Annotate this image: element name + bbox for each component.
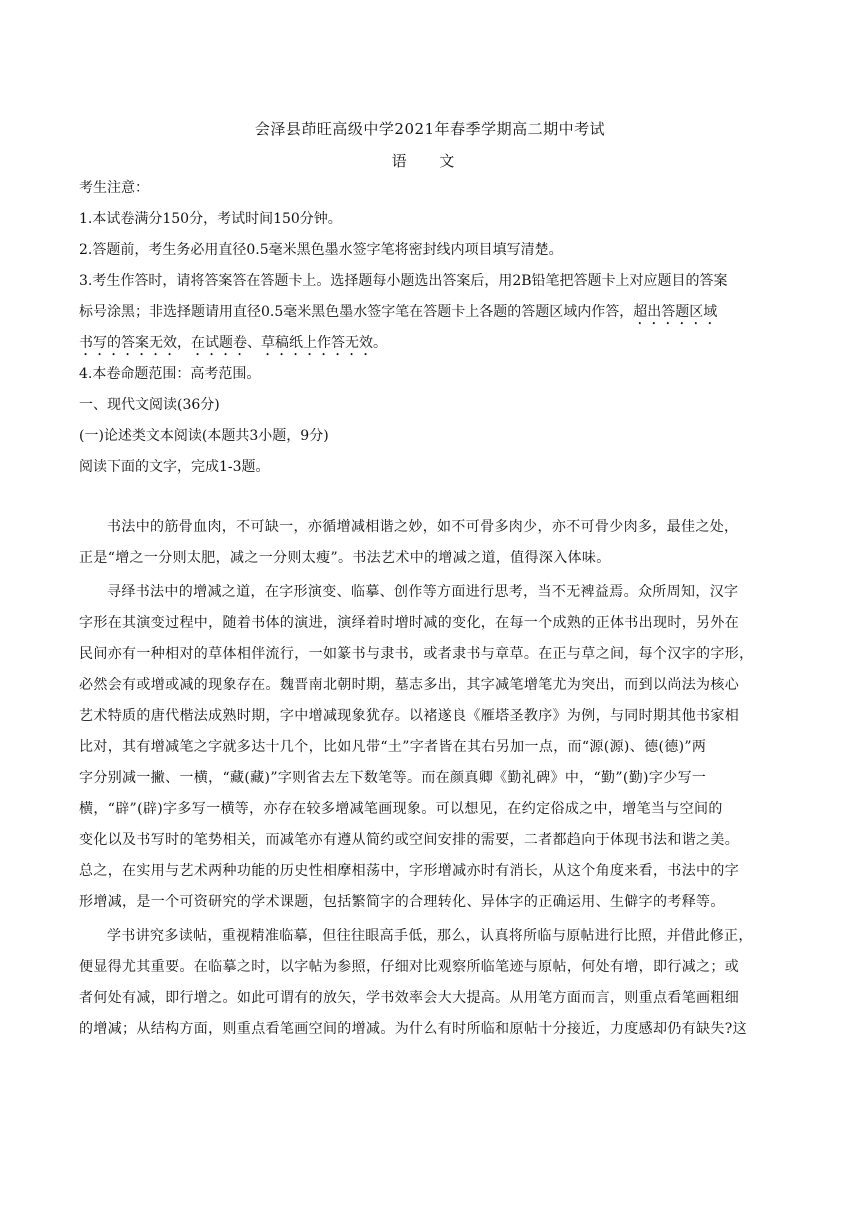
passage-line: 便显得尤其重要。在临摹之时，以字帖为参照，仔细对比观察所临笔迹与原帖，何处有增，即行减之；或 — [79, 959, 740, 975]
paragraph-2 — [79, 577, 789, 918]
paragraph-1 — [79, 512, 789, 574]
passage-line: 正是“增之一分则太肥，减之一分则太瘦”。书法艺术中的增减之道，值得深入体味。 — [79, 550, 611, 566]
punctuation: 。 — [373, 335, 387, 351]
punctuation: ， — [177, 335, 191, 351]
passage-line: 的增减；从结构方面，则重点看笔画空间的增减。为什么有时所临和原帖十分接近，力度感却仍有缺失?这 — [79, 1021, 747, 1037]
subject-title: 语 文 — [391, 152, 469, 170]
notice-item-1: 1.本试卷满分150分，考试时间150分钟。 — [79, 211, 342, 227]
passage-line: 变化以及书写时的笔势相关，而减笔亦有遵从简约或空间安排的需要，二者都趋向于体现书法和谐之美。 — [79, 832, 740, 848]
passage-line: 必然会有或增或减的现象存在。魏晋南北朝时期，墓志多出，其字减笔增笔尤为突出，而到以尚法为核心 — [79, 677, 740, 693]
passage-line: 横，“辟”(辟)字多写一横等，亦存在较多增减笔画现象。可以想见，在约定俗成之中，增笔当与空间的 — [79, 801, 723, 817]
passage-line: 总之，在实用与艺术两种功能的历史性相摩相荡中，字形增减亦时有消长，从这个角度来看，书法中的字 — [79, 863, 740, 879]
passage-line: 书法中的筋骨血肉，不可缺一，亦循增减相谐之妙，如不可骨多肉少，亦不可骨少肉多，最佳之处， — [107, 519, 739, 535]
passage-line: 字形在其演变过程中，随着书体的演进，演绎着时增时减的变化，在每一个成熟的正体书出现时，另外在 — [79, 615, 740, 631]
emphasis-text: 书写的答案无效 — [79, 335, 177, 351]
passage-line: 者何处有减，即行增之。如此可谓有的放矢，学书效率会大大提高。从用笔方面而言，则重点看笔画粗细 — [79, 990, 740, 1006]
passage-line: 寻绎书法中的增减之道，在字形演变、临摹、创作等方面进行思考，当不无裨益焉。众所周知，汉字 — [107, 584, 739, 600]
notice-item-3-line-1: 3.考生作答时，请将答案答在答题卡上。选择题每小题选出答案后，用2B铅笔把答题卡上对应题目的答案 — [79, 273, 728, 289]
notice-block — [79, 173, 789, 483]
notice-item-2: 2.答题前，考生务必用直径0.5毫米黑色墨水签字笔将密封线内项目填写清楚。 — [79, 242, 563, 258]
notice-item-3-line-2 — [79, 297, 789, 328]
notice-item-3-text: 标号涂黑；非选择题请用直径0.5毫米黑色墨水签字笔在答题卡上各题的答题区域内作答， — [79, 304, 634, 320]
notice-heading: 考生注意： — [79, 180, 149, 196]
subsection-heading: (一)论述类文本阅读(本题共3小题，9分) — [79, 428, 329, 444]
passage-line: 艺术特质的唐代楷法成熟时期，字中增减现象犹存。以褚遂良《雁塔圣教序》为例，与同时期其他书家相 — [79, 708, 740, 724]
passage-line: 民间亦有一种相对的草体相伴流行，一如篆书与隶书，或者隶书与章草。在正与草之间，每个汉字的字形， — [79, 646, 754, 662]
emphasis-text: 在试题卷、草稿纸上作答无效 — [191, 335, 373, 351]
emphasis-text: 超出答题区域 — [633, 304, 718, 320]
passage-line: 字分别减一撇、一横，“藏(藏)”字则省去左下数笔等。而在颜真卿《勤礼碑》中，“勤”(勤)字少写一 — [79, 770, 707, 786]
reading-instruction: 阅读下面的文字，完成1-3题。 — [79, 459, 270, 475]
passage-line: 学书讲究多读帖，重视精准临摹，但往往眼高手低，那么，认真将所临与原帖进行比照，并借此修正， — [107, 928, 753, 944]
notice-item-3-line-3 — [79, 328, 789, 359]
exam-title: 会泽县茚旺高级中学2021年春季学期高二期中考试 — [254, 120, 606, 138]
passage — [79, 512, 789, 1045]
section-heading: 一、现代文阅读(36分) — [79, 397, 220, 413]
passage-line: 形增减，是一个可资研究的学术课题，包括繁简字的合理转化、异体字的正确运用、生僻字的考释等。 — [79, 894, 725, 910]
passage-line: 比对，其有增减笔之字就多达十几个，比如凡带“土”字者皆在其右另加一点，而“源(源)、德(德)”两 — [79, 739, 707, 755]
notice-item-4: 4.本卷命题范围：高考范围。 — [79, 366, 261, 382]
paragraph-3 — [79, 921, 789, 1045]
